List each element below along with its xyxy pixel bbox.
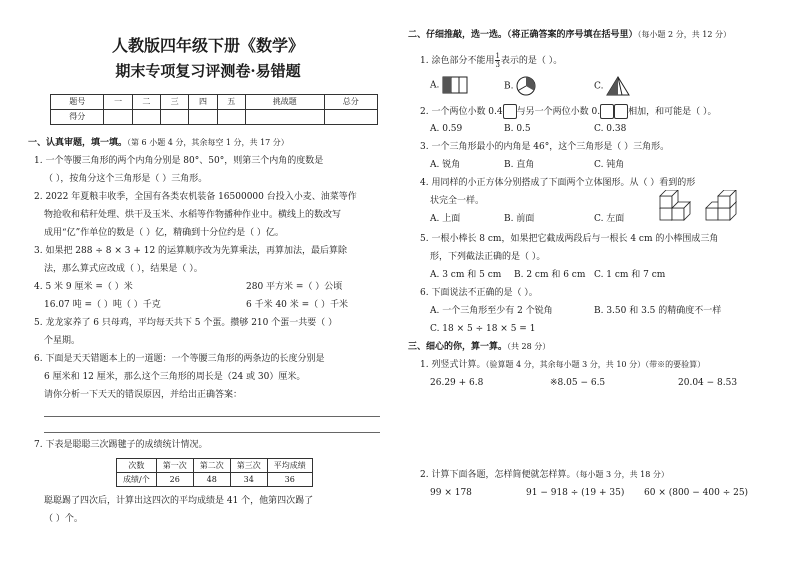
q1-text: 1. 涂色部分不能用 <box>420 56 495 66</box>
calc-item: 60 × (800 − 400 ÷ 25) <box>644 488 749 498</box>
option-label: B. <box>504 81 514 92</box>
calc-part-2 <box>420 470 669 481</box>
calc-item: ※8.05 − 6.5 <box>550 378 606 388</box>
score-cell[interactable] <box>104 110 132 125</box>
question-line: 1. 一个等腰三角形的两个内角分别是 80°、50°，则第三个内角的度数是 <box>34 156 324 166</box>
question-line: 5. 龙龙家养了 6 只母鸡，平均每天共下 5 个蛋。攒够 210 个蛋一共要（ ） <box>34 318 338 328</box>
calc-part-1-note: （验算题 4 分，其余每小题 3 分，共 10 分）（带※的要验算） <box>485 360 706 369</box>
score-row-label: 得分 <box>51 110 104 125</box>
q3-option-a[interactable]: A. 锐角 <box>430 160 461 170</box>
q4-option-a[interactable]: A. 上面 <box>430 214 461 224</box>
q5-option-a[interactable]: A. 3 cm 和 5 cm <box>430 270 502 280</box>
score-table-row <box>51 110 378 125</box>
stats-header-row <box>117 459 313 473</box>
q1-text-end: 表示的是（ ）。 <box>500 56 563 66</box>
q6-option-a[interactable]: A. 一个三角形至少有 2 个锐角 <box>430 306 553 316</box>
fraction-numerator: 1 <box>495 52 500 60</box>
score-header: 题号 <box>51 95 104 110</box>
calc-part-2-note: （每小题 3 分，共 18 分） <box>575 470 669 479</box>
choice-question-5: 5. 一根小棒长 8 cm，如果把它截成两段后与一根长 4 cm 的小棒围成三角 <box>420 234 719 244</box>
q2-option-b[interactable]: B. 0.5 <box>504 124 531 134</box>
choice-question-2 <box>420 104 716 119</box>
stats-table <box>116 458 313 487</box>
q4-option-c[interactable]: C. 左面 <box>594 214 625 224</box>
q5-option-c[interactable]: C. 1 cm 和 7 cm <box>594 270 666 280</box>
score-header: 二 <box>132 95 160 110</box>
question-line: 聪聪踢了四次后，计算出这四次的平均成绩是 41 个，他第四次踢了 <box>44 496 314 506</box>
q2-text-end: 相加，和可能是（ ）。 <box>628 107 717 117</box>
stats-header: 次数 <box>117 459 157 473</box>
question-line: 物抢收和秸秆处理、烘干及玉米、水稻等作物播种作业中。横线上的数改写 <box>44 210 342 220</box>
stats-header: 第三次 <box>230 459 267 473</box>
calc-part-1-title: 1. 列竖式计算。 <box>420 360 486 370</box>
q2-text-mid: 与另一个两位小数 0. <box>516 107 601 117</box>
fraction-denominator: 3 <box>495 61 500 69</box>
question-line: 7. 下表是聪聪三次踢毽子的成绩统计情况。 <box>34 440 208 450</box>
q1-option-a[interactable] <box>430 76 468 94</box>
q1-option-b[interactable] <box>504 76 536 96</box>
stats-cell: 48 <box>193 473 230 487</box>
score-cell[interactable] <box>132 110 160 125</box>
score-header: 五 <box>217 95 245 110</box>
stats-cell: 36 <box>267 473 312 487</box>
section-3-title: 三、细心的你，算一算。 <box>408 342 508 352</box>
stats-row-label: 成绩/个 <box>117 473 157 487</box>
calc-item: 26.29 + 6.8 <box>430 378 484 388</box>
question-line: （ ），按角分这个三角形是（ ）三角形。 <box>44 174 208 184</box>
score-header: 总分 <box>324 95 377 110</box>
calc-part-1 <box>420 360 705 371</box>
question-line: 16.07 吨 =（ ）吨（ ）千克 <box>44 300 161 310</box>
shape-figure-c <box>606 76 630 96</box>
stats-cell: 34 <box>230 473 267 487</box>
question-line: 3. 如果把 288 ÷ 8 × 3 + 12 的运算顺序改为先算乘法，再算加法，最后算除 <box>34 246 348 256</box>
score-cell[interactable] <box>189 110 217 125</box>
section-3-note: （共 28 分） <box>507 342 551 351</box>
answer-line[interactable] <box>44 432 380 433</box>
stats-cell: 26 <box>156 473 193 487</box>
option-label: A. <box>430 80 440 91</box>
stats-header: 第二次 <box>193 459 230 473</box>
score-table <box>50 94 378 125</box>
calc-item: 99 × 178 <box>430 488 472 498</box>
score-header: 三 <box>161 95 189 110</box>
question-line: 280 平方米 =（ ）公顷 <box>246 282 343 292</box>
question-line: 6 千米 40 米 =（ ）千米 <box>246 300 349 310</box>
page-subtitle: 期末专项复习评测卷·易错题 <box>115 62 301 80</box>
score-cell[interactable] <box>217 110 245 125</box>
calc-part-2-title: 2. 计算下面各题，怎样简便就怎样算。 <box>420 470 576 480</box>
question-line: 法，那么算式应改成（ ），结果是（ ）。 <box>44 264 203 274</box>
digit-box[interactable] <box>600 104 614 119</box>
section-1-note: （第 6 小题 4 分，其余每空 1 分，共 17 分） <box>127 138 289 147</box>
question-line: 6 厘米和 12 厘米，那么这个三角形的周长是（24 或 30）厘米。 <box>44 372 306 382</box>
page-title: 人教版四年级下册《数学》 <box>111 36 304 55</box>
q3-option-b[interactable]: B. 直角 <box>504 160 535 170</box>
score-cell[interactable] <box>245 110 324 125</box>
choice-question-4: 4. 用同样的小正方体分别搭成了下面两个立体图形。从（ ）看到的形 <box>420 178 696 188</box>
choice-question-1 <box>420 52 562 69</box>
fraction <box>495 52 499 69</box>
question-line: 成用“亿”作单位的数是（ ）亿，精确到十分位约是（ ）亿。 <box>44 228 284 238</box>
option-label: C. <box>594 81 604 92</box>
q6-option-b[interactable]: B. 3.50 和 3.5 的精确度不一样 <box>594 306 722 316</box>
q5-option-b[interactable]: B. 2 cm 和 6 cm <box>514 270 586 280</box>
stats-header: 第一次 <box>156 459 193 473</box>
question-line: 个星期。 <box>44 336 81 346</box>
q3-option-c[interactable]: C. 钝角 <box>594 160 625 170</box>
calc-item: 20.04 − 8.53 <box>678 378 738 388</box>
q4-option-b[interactable]: B. 前面 <box>504 214 535 224</box>
score-header: 一 <box>104 95 132 110</box>
section-2-note: （每小题 2 分，共 12 分） <box>637 30 731 39</box>
digit-box[interactable] <box>503 104 517 119</box>
score-table-header-row <box>51 95 378 110</box>
question-line: 4. 5 米 9 厘米 =（ ）米 <box>34 282 133 292</box>
section-2-title: 二、仔细推敲，选一选。（将正确答案的序号填在括号里） <box>408 30 638 40</box>
section-1-title: 一、认真审题，填一填。 <box>28 138 128 148</box>
question-line: 请你分析一下天天的错误原因，并给出正确答案： <box>44 390 243 400</box>
q2-option-a[interactable]: A. 0.59 <box>430 124 463 134</box>
shape-figure-a <box>442 76 468 94</box>
score-cell[interactable] <box>161 110 189 125</box>
question-line: 6. 下面是天天错题本上的一道题：一个等腰三角形的两条边的长度分别是 <box>34 354 325 364</box>
q2-option-c[interactable]: C. 0.38 <box>594 124 627 134</box>
stats-row <box>117 473 313 487</box>
section-3-heading <box>408 342 550 353</box>
q6-option-c[interactable]: C. 18 × 5 ÷ 18 × 5 = 1 <box>430 324 536 334</box>
section-2-heading <box>408 30 731 41</box>
digit-box[interactable] <box>614 104 628 119</box>
choice-question-4-cont: 状完全一样。 <box>430 196 485 206</box>
choice-question-6: 6. 下面说法不正确的是（ ）。 <box>420 288 538 298</box>
choice-question-3: 3. 一个三角形最小的内角是 46°，这个三角形是（ ）三角形。 <box>420 142 670 152</box>
q1-option-c[interactable] <box>594 76 630 96</box>
cube-figure-2 <box>704 190 740 224</box>
calc-item: 91 − 918 ÷ (19 + 35) <box>526 488 625 498</box>
question-line: 2. 2022 年夏粮丰收季，全国有各类农机装备 16500000 台投入小麦、油菜等作 <box>34 192 357 202</box>
stats-header: 平均成绩 <box>267 459 312 473</box>
score-header: 四 <box>189 95 217 110</box>
question-line: （ ）个。 <box>44 514 83 524</box>
score-header: 挑战题 <box>245 95 324 110</box>
section-1-heading <box>28 138 289 149</box>
q2-text: 2. 一个两位小数 0.4 <box>420 107 503 117</box>
cube-figure-1 <box>658 190 694 224</box>
score-cell[interactable] <box>324 110 377 125</box>
choice-question-5-cont: 形，下列截法正确的是（ ）。 <box>430 252 546 262</box>
answer-line[interactable] <box>44 416 380 417</box>
shape-figure-b <box>516 76 536 96</box>
